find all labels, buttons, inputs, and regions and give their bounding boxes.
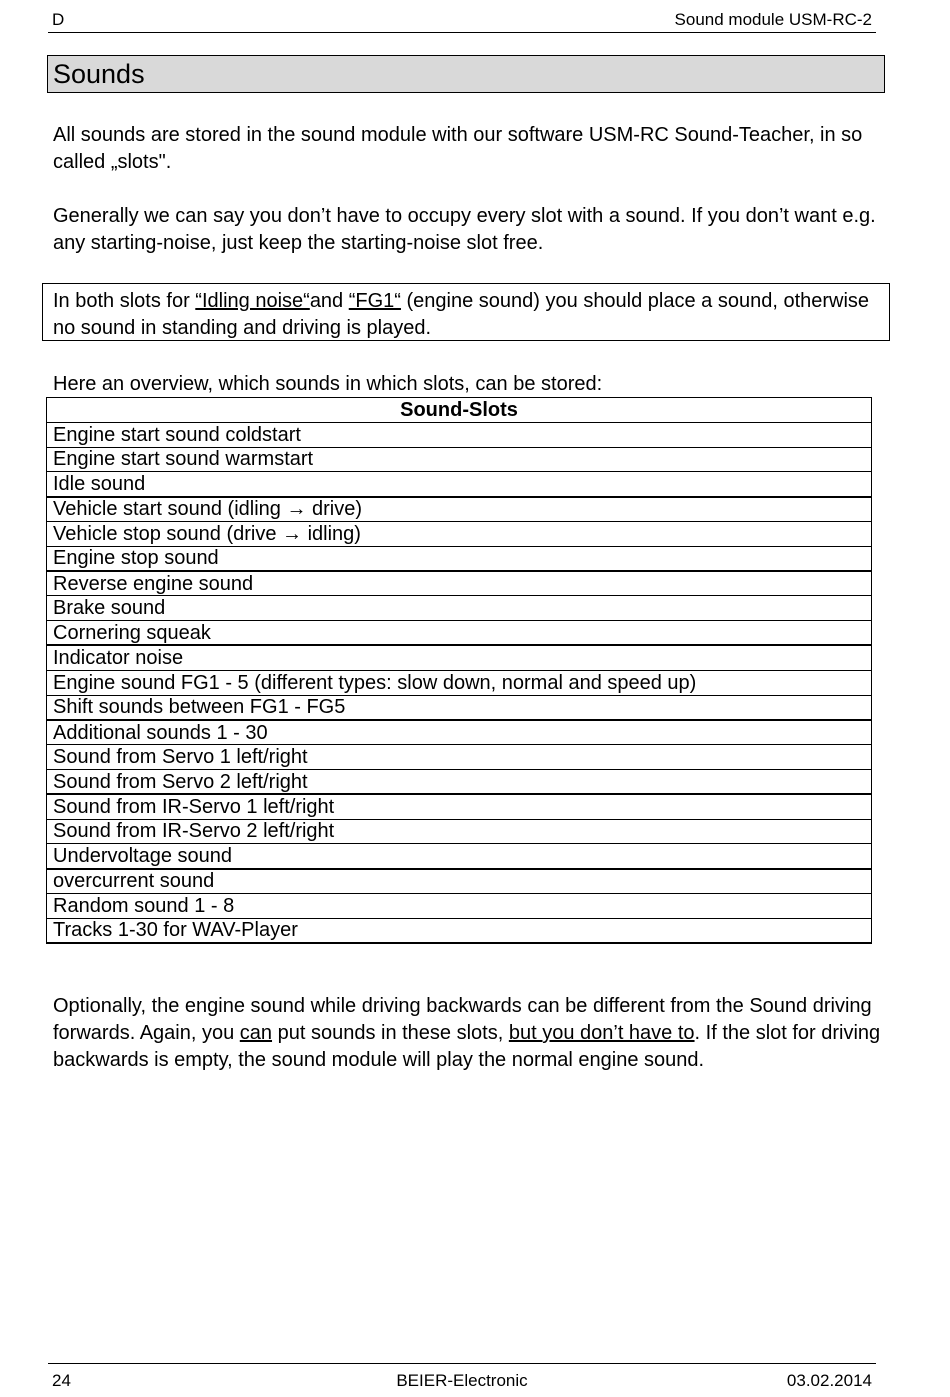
table-row xyxy=(47,472,872,497)
note-text: (engine sound) you should place a sound, otherwise no sound in standing and driving is played. xyxy=(53,290,870,339)
table-row xyxy=(47,447,872,472)
slot-cell: Shift sounds between FG1 - FG5 xyxy=(47,695,872,720)
slot-cell: Engine stop sound xyxy=(47,546,872,571)
slot-usage-paragraph: Generally we can say you don’t have to occupy every slot with a sound. If you don’t want e.g. any starting-noise, just keep the starting-noise slot free. xyxy=(53,205,876,254)
slot-cell: Brake sound xyxy=(47,596,872,621)
note-text: and xyxy=(309,290,349,312)
table-row xyxy=(47,869,872,894)
closing-text: Optionally, the engine sound while driving backwards can be different from the Sound driving forwards. Again, you xyxy=(53,995,872,1044)
section-title: Sounds xyxy=(53,59,145,89)
slot-cell: Engine start sound warmstart xyxy=(47,447,872,472)
table-row xyxy=(47,497,872,522)
page-header xyxy=(48,8,876,33)
table-row xyxy=(47,893,872,918)
closing-text: . If the slot for driving backwards is empty, the sound module will play the normal engine sound. xyxy=(53,1022,881,1071)
table-row xyxy=(47,844,872,869)
note-underline-fg1: “FG1“ xyxy=(348,290,401,312)
section-title-box xyxy=(47,55,885,93)
closing-underline-can: can xyxy=(239,1022,273,1044)
table-header: Sound-Slots xyxy=(47,398,872,423)
slot-cell: Sound from Servo 2 left/right xyxy=(47,769,872,794)
note-text: In both slots for xyxy=(53,290,196,312)
slot-cell: Reverse engine sound xyxy=(47,571,872,596)
slot-cell: Vehicle start sound (idling → drive) xyxy=(47,497,872,522)
table-row xyxy=(47,794,872,819)
slot-cell: Idle sound xyxy=(47,472,872,497)
slot-cell: Undervoltage sound xyxy=(47,844,872,869)
table-row xyxy=(47,546,872,571)
closing-underline-dont-have-to: but you don’t have to xyxy=(508,1022,695,1044)
page-footer xyxy=(48,1363,876,1394)
note-underline-idling: “Idling noise“ xyxy=(195,290,310,312)
slot-cell: Random sound 1 - 8 xyxy=(47,893,872,918)
intro-paragraph: All sounds are stored in the sound module with our software USM-RC Sound-Teacher, in so called „slots". xyxy=(53,124,863,173)
important-note-box xyxy=(42,283,890,341)
table-row xyxy=(47,621,872,646)
footer-date: 03.02.2014 xyxy=(786,1371,872,1390)
table-row xyxy=(47,819,872,844)
table-row xyxy=(47,769,872,794)
table-body xyxy=(47,422,872,943)
slot-cell: overcurrent sound xyxy=(47,869,872,894)
slot-cell: Sound from Servo 1 left/right xyxy=(47,745,872,770)
slot-cell: Cornering squeak xyxy=(47,621,872,646)
footer-company: BEIER-Electronic xyxy=(396,1371,528,1390)
table-row xyxy=(47,571,872,596)
slot-cell: Engine start sound coldstart xyxy=(47,422,872,447)
sound-slots-table xyxy=(46,397,872,944)
closing-text: put sounds in these slots, xyxy=(272,1022,509,1044)
table-row xyxy=(47,645,872,670)
slot-cell: Additional sounds 1 - 30 xyxy=(47,720,872,745)
table-row xyxy=(47,422,872,447)
header-language: D xyxy=(52,10,65,29)
table-row xyxy=(47,720,872,745)
table-row xyxy=(47,670,872,695)
slot-cell: Vehicle stop sound (drive → idling) xyxy=(47,521,872,546)
slot-cell: Indicator noise xyxy=(47,645,872,670)
slot-cell: Sound from IR-Servo 1 left/right xyxy=(47,794,872,819)
table-row xyxy=(47,695,872,720)
page-number: 24 xyxy=(52,1371,71,1390)
table-row xyxy=(47,596,872,621)
table-row xyxy=(47,918,872,943)
table-row xyxy=(47,745,872,770)
closing-paragraph xyxy=(53,993,893,1074)
important-note xyxy=(53,288,883,342)
header-document-title: Sound module USM-RC-2 xyxy=(674,10,872,29)
slot-cell: Tracks 1-30 for WAV-Player xyxy=(47,918,872,943)
overview-paragraph: Here an overview, which sounds in which slots, can be stored: xyxy=(53,373,603,395)
table-row xyxy=(47,521,872,546)
slot-cell: Sound from IR-Servo 2 left/right xyxy=(47,819,872,844)
table-header-row xyxy=(47,398,872,423)
slot-cell: Engine sound FG1 - 5 (different types: slow down, normal and speed up) xyxy=(47,670,872,695)
